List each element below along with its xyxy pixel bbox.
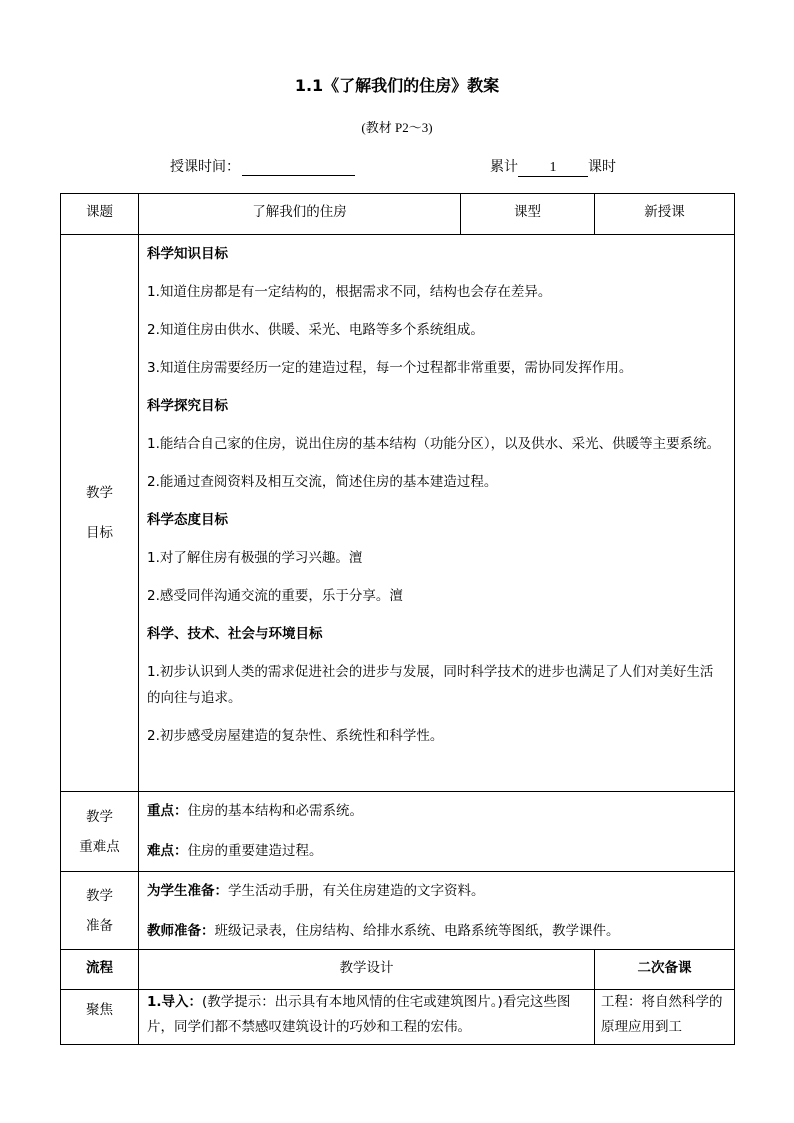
key-points-label-1: 教学 (86, 808, 113, 825)
difficult-point (147, 838, 726, 864)
teaching-time (170, 156, 355, 176)
goal-item: 2.能通过查阅资料及相互交流，简述住房的基本建造过程。 (147, 474, 498, 490)
teaching-time-blank (242, 161, 355, 176)
intro-text: (教学提示：出示具有本地风情的住宅或建筑图片。)看完这些图片，同学们都不禁感叹建筑设计的巧妙和工程的宏伟。 (147, 994, 571, 1035)
goals-row (61, 235, 735, 792)
topic-value: 了解我们的住房 (139, 194, 461, 235)
lesson-type-label: 课型 (461, 194, 595, 235)
key-point (147, 798, 726, 824)
intro-label: 1.导入： (147, 994, 203, 1010)
key-point-label: 重点： (147, 803, 188, 819)
goal-item: 3.知道住房需要经历一定的建造过程，每一个过程都非常重要，需协同发挥作用。 (147, 360, 633, 376)
goals-content (139, 235, 735, 792)
goal-item: 1.知道住房都是有一定结构的，根据需求不同，结构也会存在差异。 (147, 284, 552, 300)
topic-label: 课题 (61, 194, 139, 235)
goal-item: 1.对了解住房有极强的学习兴趣。澶 (147, 550, 363, 566)
key-points-row (61, 792, 735, 872)
textbook-pages: (教材 P2～3) (361, 120, 433, 135)
flow-header-col2: 教学设计 (139, 950, 595, 990)
hours-label: 课时 (588, 159, 616, 175)
section-heading: 科学知识目标 (147, 246, 228, 262)
student-prep-text: 学生活动手册，有关住房建造的文字资料。 (228, 883, 485, 899)
key-points-label-2: 重难点 (79, 838, 120, 855)
focus-content (139, 990, 595, 1045)
teaching-time-label: 授课时间： (170, 159, 240, 175)
focus-row (61, 990, 735, 1045)
page-title: 1.1《了解我们的住房》教案 (294, 76, 500, 95)
section-heading: 科学、技术、社会与环境目标 (147, 626, 323, 642)
flow-header-col1: 流程 (61, 950, 139, 990)
flow-header-col3: 二次备课 (595, 950, 735, 990)
goal-item: 1.能结合自己家的住房，说出住房的基本结构（功能分区），以及供水、采光、供暖等主要系统。 (147, 436, 721, 452)
goals-label-1: 教学 (86, 485, 113, 501)
prep-content (139, 872, 735, 950)
key-points-label-cell (61, 792, 139, 872)
student-prep-label: 为学生准备： (147, 883, 228, 899)
total-value: 1 (518, 160, 588, 177)
topic-row (61, 194, 735, 235)
prep-label-2: 准备 (86, 917, 113, 934)
teacher-prep-label: 教师准备： (147, 923, 215, 939)
difficult-point-text: 住房的重要建造过程。 (187, 843, 323, 859)
goals-label-cell (61, 235, 139, 792)
goal-item: 2.知道住房由供水、供暖、采光、电路等多个系统组成。 (147, 322, 484, 338)
difficult-point-label: 难点： (147, 843, 188, 859)
flow-header-row (61, 950, 735, 990)
teacher-prep (147, 918, 726, 944)
total-label: 累计 (490, 159, 518, 175)
total-hours (490, 156, 616, 177)
section-heading: 科学探究目标 (147, 398, 228, 414)
goals-label-2: 目标 (86, 525, 113, 541)
key-points-content (139, 792, 735, 872)
section-heading: 科学态度目标 (147, 512, 228, 528)
key-point-text: 住房的基本结构和必需系统。 (187, 803, 363, 819)
student-prep (147, 878, 726, 904)
focus-label: 聚焦 (61, 990, 139, 1045)
prep-label-cell (61, 872, 139, 950)
lesson-type-value: 新授课 (595, 194, 735, 235)
goal-item: 2.感受同伴沟通交流的重要，乐于分享。澶 (147, 588, 403, 604)
prep-row (61, 872, 735, 950)
second-prep-note: 工程：将自然科学的原理应用到工 (595, 990, 735, 1045)
goal-item: 2.初步感受房屋建造的复杂性、系统性和科学性。 (147, 728, 444, 744)
goal-item: 1.初步认识到人类的需求促进社会的进步与发展，同时科学技术的进步也满足了人们对美好生活的向往与追求。 (147, 664, 714, 706)
lesson-plan-table (60, 193, 735, 1045)
teacher-prep-text: 班级记录表，住房结构、给排水系统、电路系统等图纸，教学课件。 (214, 923, 620, 939)
prep-label-1: 教学 (86, 887, 113, 904)
